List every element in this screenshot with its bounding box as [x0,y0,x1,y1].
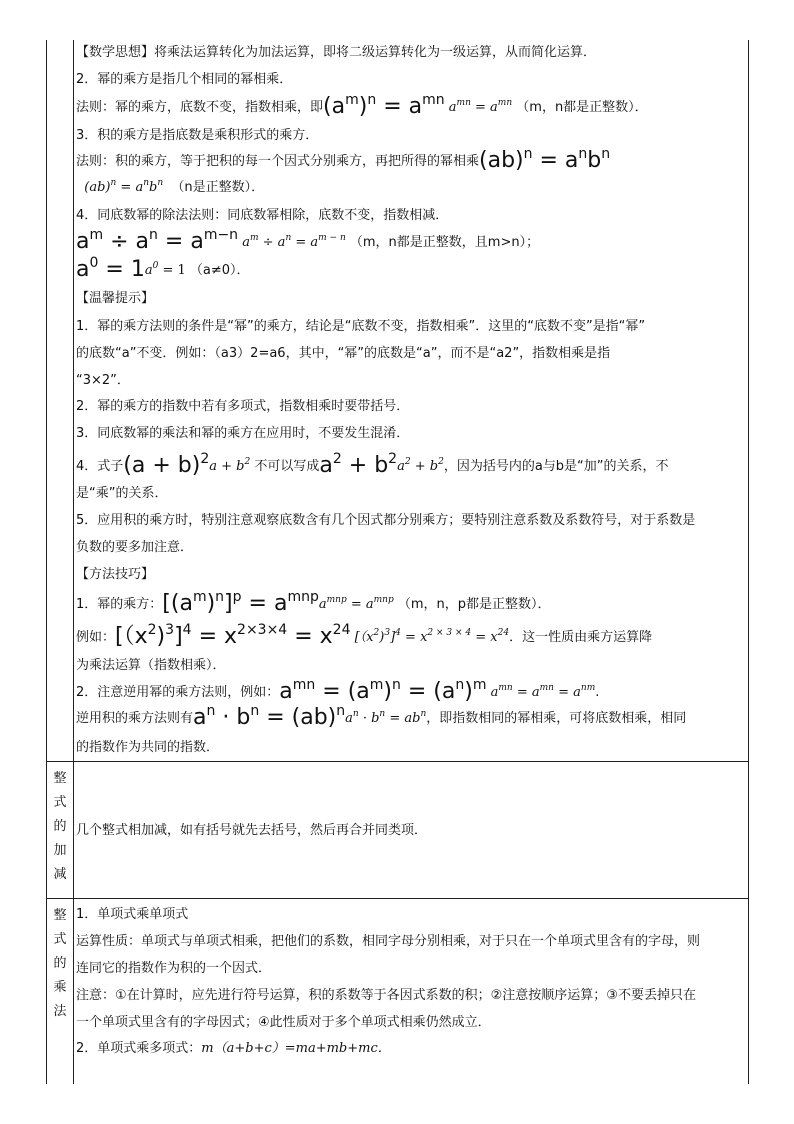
tip5-line2: 负数的要多加注意． [76,540,194,555]
power-of-power-rule: 法则：幂的乘方，底数不变，指数相乘，即$(a^m)^n = a^{mn}$ $a^{mn} = a^{mn}$ （m，n都是正整数）． [76,92,648,119]
monomial-property-line2: 连同它的指数作为积的一个因式． [76,961,272,976]
zero-exponent-formula: $a^0 = 1a^0 = 1$ （a≠0）． [76,255,250,282]
addition-content: 几个整式相加减，如有括号就先去括号，然后再合并同类项． [76,823,428,838]
monomial-note-line2: 一个单项式里含有的字母因式；④此性质对于多个单项式相乘仍然成立． [76,1015,491,1030]
method1: 1．幂的乘方：$[(a^m)^n]^p = a^{mnp}a^{mnp} = a^{mnp}$ （m，n，p都是正整数）． [76,589,551,616]
tip1-line1: 1．幂的乘方法则的条件是“幂”的乘方，结论是“底数不变，指数相乘”．这里的“底数不变”是指“幂” [76,319,646,334]
tip4-line2: 是“乘”的关系． [76,486,168,501]
table-column-divider [73,40,74,1084]
methods-title: 【方法技巧】 [76,567,155,582]
table-right-border [748,40,749,1084]
product-power-title: 3．积的乘方是指底数是乘积形式的乘方． [76,128,319,143]
tip2: 2．幂的乘方的指数中若有多项式，指数相乘时要带括号． [76,399,410,414]
row-divider-1 [46,761,749,762]
tip4: 4．式子$(a + b)^2a + b^2$ 不可以写成$a^2 + b^2a^2 + b^2$，因为括号内的a与b是“加”的关系，不 [76,451,669,478]
method2: 2．注意逆用幂的乘方法则，例如：$a^{mn} = (a^m)^n = (a^n)^m$ $a^{mn} = a^{mn} = a^{nm}$. [76,677,600,704]
tips-title: 【温馨提示】 [76,291,155,306]
tip5-line1: 5．应用积的乘方时，特别注意观察底数含有几个因式都分别乘方；要特别注意系数及系数符号，对于系数是 [76,513,696,528]
addition-category-label: 整 式 的 加 减 [53,771,67,882]
monomial-note-line1: 注意：①在计算时，应先进行符号运算，积的系数等于各因式系数的积；②注意按顺序运算；③不要丢掉只在 [76,988,696,1003]
monomial-times-polynomial: 2．单项式乘多项式：m（a+b+c）=ma+mb+mc． [76,1041,391,1056]
tip3: 3．同底数幂的乘法和幂的乘方在应用时，不要发生混淆． [76,426,410,441]
division-formula: $a^m \div a^n = a^{m-n}$ $a^m \div a^n = a^{m - n}$ （m，n都是正整数，且m>n）； [76,227,540,254]
tip1-line2: 的底数“a”不变．例如：（a3）2=a6，其中，“幂”的底数是“a”，而不是“a2”，指数相乘是指 [76,346,611,361]
monomial-property-line1: 运算性质：单项式与单项式相乘，把他们的系数，相同字母分别相乘，对于只在一个单项式里含有的字母，则 [76,934,701,949]
method2-line3: 的指数作为共同的指数． [76,740,220,755]
tip1-line3: “3×2”． [76,373,130,388]
method2-line2: 逆用积的乘方法则有$a^n \cdot b^n = (ab)^na^n \cdot b^n = ab^n$，即指数相同的幂相乘，可将底数相乘，相同 [76,703,687,730]
method1-example-line2: 为乘法运算（指数相乘）． [76,658,226,673]
division-rule-title: 4．同底数幂的除法法则：同底数幂相除，底数不变，指数相减． [76,208,449,223]
math-thought: 【数学思想】将乘法运算转化为加法运算，即将二级运算转化为一级运算，从而简化运算． [76,45,597,60]
product-power-formula: $(ab)^n = a^nb^n$ （n是正整数）． [84,178,265,195]
row-divider-2 [46,898,749,899]
method1-example: 例如：$[(x^2)^3]^4 = x^{2\times 3\times 4} = x^{24}$ $[(x^2)^3]^4 = x^{2 \times 3 \times 4} = x^{24}$．这一性质由乘方运算降 [76,622,653,649]
product-power-rule: 法则：积的乘方，等于把积的每一个因式分别乘方，再把所得的幂相乘$(ab)^n = a^nb^n$ [76,146,611,173]
monomial-times-monomial-title: 1．单项式乘单项式 [76,907,189,922]
multiplication-category-label: 整 式 的 乘 法 [53,908,67,1019]
power-of-power-title: 2．幂的乘方是指几个相同的幂相乘． [76,72,293,87]
